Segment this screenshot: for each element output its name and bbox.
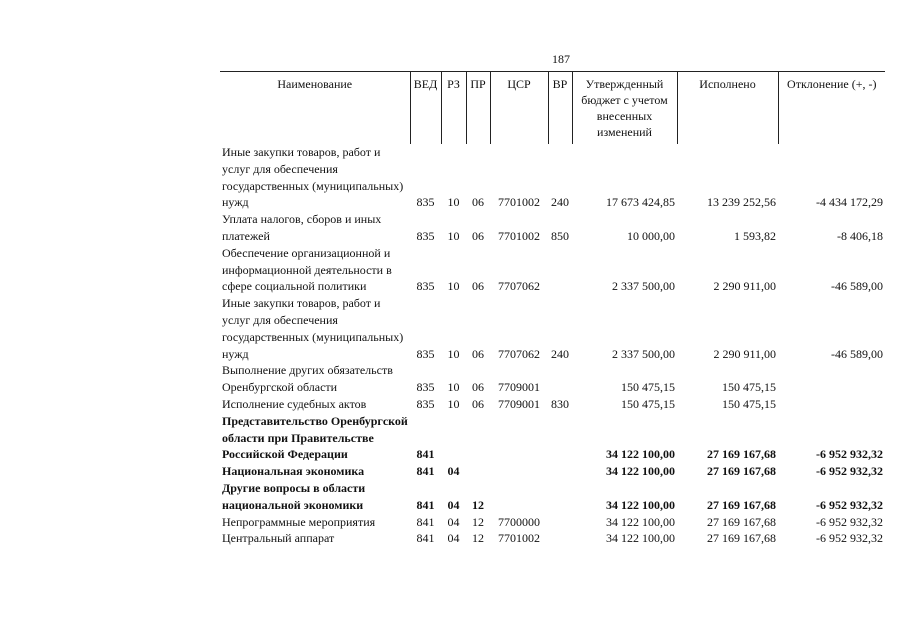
- cell-approved: 2 337 500,00: [612, 346, 675, 361]
- cell-pr: 12: [472, 531, 484, 546]
- cell-vr: 850: [551, 228, 569, 243]
- cell-ved: 835: [416, 228, 435, 243]
- cell-pr: 06: [472, 380, 484, 395]
- cell-rz: 10: [447, 228, 460, 243]
- cell-pr: 12: [472, 514, 484, 529]
- col-header-deviation: Отклонение (+, -): [778, 72, 885, 145]
- cell-approved: 34 122 100,00: [606, 531, 675, 546]
- cell-rz: 04: [447, 497, 460, 512]
- table-row: [220, 480, 885, 514]
- cell-name: Выполнение других обязательств Оренбургской области: [222, 363, 393, 395]
- cell-name: Представительство Оренбургской области при Правительстве Российской Федерации: [222, 413, 408, 462]
- cell-pr: [466, 463, 490, 480]
- cell-name: Иные закупки товаров, работ и услуг для обеспечения государственных (муниципальных) нужд: [222, 296, 404, 361]
- cell-csr: [490, 480, 548, 514]
- table-header-row: [220, 72, 885, 145]
- table-row: [220, 530, 885, 547]
- cell-executed: 1 593,82: [734, 228, 776, 243]
- cell-pr: 12: [472, 497, 484, 512]
- cell-csr: [490, 463, 548, 480]
- cell-executed: 150 475,15: [722, 380, 776, 395]
- col-header-csr: ЦСР: [490, 72, 548, 145]
- cell-deviation: -6 952 932,32: [816, 497, 883, 512]
- cell-deviation: [778, 396, 885, 413]
- cell-ved: 835: [416, 195, 435, 210]
- table-row: [220, 463, 885, 480]
- cell-ved: 841: [416, 531, 435, 546]
- col-header-rz: РЗ: [441, 72, 466, 145]
- cell-approved: 34 122 100,00: [606, 514, 675, 529]
- cell-approved: 2 337 500,00: [612, 279, 675, 294]
- cell-pr: 06: [472, 396, 484, 411]
- cell-name: Иные закупки товаров, работ и услуг для обеспечения государственных (муниципальных) нужд: [222, 145, 404, 210]
- cell-name: Другие вопросы в области национальной экономики: [222, 480, 366, 512]
- cell-ved: 835: [416, 279, 435, 294]
- cell-rz: [441, 413, 466, 463]
- cell-csr: 7707062: [498, 346, 540, 361]
- cell-deviation: -6 952 932,32: [816, 464, 883, 479]
- cell-csr: 7701002: [498, 195, 540, 210]
- cell-approved: 150 475,15: [621, 380, 675, 395]
- cell-vr: 240: [551, 195, 569, 210]
- table-row: [220, 144, 885, 211]
- cell-rz: 10: [447, 346, 460, 361]
- cell-csr: 7701002: [498, 531, 540, 546]
- cell-name: Исполнение судебных актов: [222, 396, 367, 411]
- cell-deviation: -6 952 932,32: [816, 514, 883, 529]
- cell-csr: 7709001: [498, 396, 540, 411]
- cell-name: Непрограммные мероприятия: [222, 514, 376, 529]
- cell-executed: 27 169 167,68: [707, 447, 776, 462]
- cell-pr: 06: [472, 279, 484, 294]
- col-header-pr: ПР: [466, 72, 490, 145]
- cell-csr: [490, 413, 548, 463]
- cell-deviation: -6 952 932,32: [816, 447, 883, 462]
- cell-pr: 06: [472, 195, 484, 210]
- cell-name: Центральный аппарат: [222, 531, 335, 546]
- col-header-executed: Исполнено: [677, 72, 778, 145]
- cell-csr: 7701002: [498, 228, 540, 243]
- cell-ved: 835: [416, 346, 435, 361]
- cell-rz: 04: [447, 514, 460, 529]
- cell-csr: 7707062: [498, 279, 540, 294]
- cell-vr: [548, 514, 572, 531]
- table-row: [220, 295, 885, 362]
- cell-rz: 10: [447, 380, 460, 395]
- cell-deviation: -6 952 932,32: [816, 531, 883, 546]
- cell-ved: 841: [416, 514, 435, 529]
- cell-approved: 17 673 424,85: [606, 195, 675, 210]
- cell-executed: 27 169 167,68: [707, 531, 776, 546]
- cell-deviation: [778, 362, 885, 396]
- cell-vr: [548, 480, 572, 514]
- cell-csr: 7700000: [498, 514, 540, 529]
- cell-executed: 2 290 911,00: [713, 346, 776, 361]
- cell-rz: 04: [447, 531, 460, 546]
- cell-pr: 06: [472, 346, 484, 361]
- cell-vr: 240: [551, 346, 569, 361]
- cell-pr: [466, 413, 490, 463]
- table-row: [220, 514, 885, 531]
- cell-deviation: -4 434 172,29: [816, 195, 883, 210]
- cell-ved: 835: [416, 396, 435, 411]
- cell-ved: 835: [416, 380, 435, 395]
- cell-deviation: -8 406,18: [837, 228, 883, 243]
- cell-rz: 10: [447, 396, 460, 411]
- table-row: [220, 413, 885, 463]
- cell-executed: 27 169 167,68: [707, 497, 776, 512]
- cell-vr: [548, 413, 572, 463]
- table-body: [220, 144, 885, 547]
- cell-ved: 841: [416, 497, 435, 512]
- cell-approved: 150 475,15: [621, 396, 675, 411]
- cell-executed: 150 475,15: [722, 396, 776, 411]
- cell-executed: 13 239 252,56: [707, 195, 776, 210]
- cell-vr: [548, 463, 572, 480]
- cell-name: Уплата налогов, сборов и иных платежей: [222, 212, 382, 243]
- cell-approved: 34 122 100,00: [606, 447, 675, 462]
- cell-vr: 830: [551, 396, 569, 411]
- cell-approved: 34 122 100,00: [606, 497, 675, 512]
- cell-name: Национальная экономика: [222, 464, 365, 479]
- page-number: 187: [552, 52, 570, 66]
- col-header-vr: ВР: [548, 72, 572, 145]
- cell-ved: 841: [416, 464, 435, 479]
- table-row: [220, 211, 885, 245]
- cell-executed: 27 169 167,68: [707, 514, 776, 529]
- cell-executed: 27 169 167,68: [707, 464, 776, 479]
- cell-approved: 34 122 100,00: [606, 464, 675, 479]
- cell-ved: 841: [416, 447, 435, 462]
- cell-vr: [548, 245, 572, 295]
- cell-deviation: -46 589,00: [831, 346, 883, 361]
- table-row: [220, 245, 885, 295]
- cell-rz: 10: [447, 279, 460, 294]
- cell-csr: 7709001: [498, 380, 540, 395]
- cell-deviation: -46 589,00: [831, 279, 883, 294]
- col-header-name: Наименование: [220, 72, 410, 145]
- cell-vr: [548, 362, 572, 396]
- table-row: [220, 396, 885, 413]
- col-header-approved: Утвержденный бюджет с учетом внесенных изменений: [572, 72, 677, 145]
- cell-pr: 06: [472, 228, 484, 243]
- cell-rz: 10: [447, 195, 460, 210]
- cell-executed: 2 290 911,00: [713, 279, 776, 294]
- table-row: [220, 362, 885, 396]
- col-header-ved: ВЕД: [410, 72, 441, 145]
- cell-approved: 10 000,00: [627, 228, 675, 243]
- budget-table: [220, 71, 885, 547]
- cell-name: Обеспечение организационной и информационной деятельности в сфере социальной политики: [222, 245, 392, 294]
- cell-vr: [548, 530, 572, 547]
- cell-rz: 04: [447, 464, 460, 479]
